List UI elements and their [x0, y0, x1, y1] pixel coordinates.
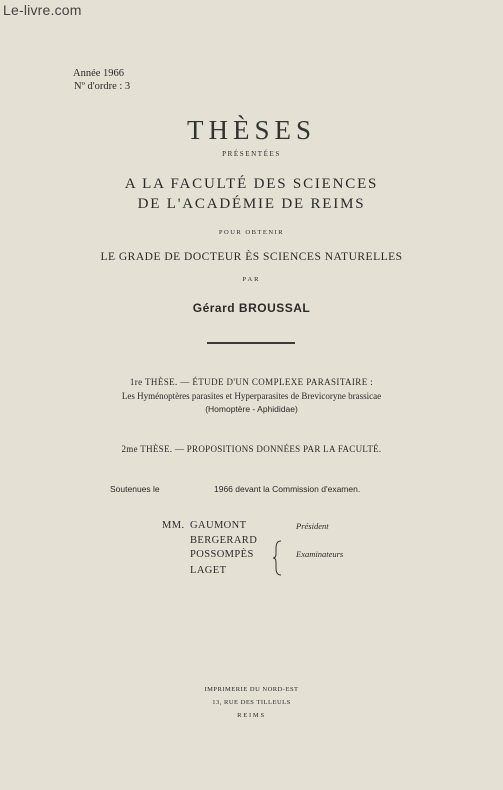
- divider: [207, 342, 295, 344]
- order-number: Nº d'ordre : 3: [74, 81, 131, 92]
- jury-member: POSSOMPÈS: [190, 549, 254, 560]
- printer-name: IMPRIMERIE DU NORD-EST: [204, 686, 299, 693]
- second-thesis-title: 2me THÈSE. — PROPOSITIONS DONNÉES PAR LA FACULTÉ.: [121, 444, 382, 454]
- jury-member: GAUMONT: [190, 520, 247, 531]
- jury-member: LAGET: [190, 565, 227, 576]
- degree-line: LE GRADE DE DOCTEUR ÈS SCIENCES NATURELLES: [100, 251, 403, 263]
- by-label: PAR: [242, 276, 261, 283]
- jury-member: BERGERARD: [190, 535, 258, 546]
- faculty-line: A LA FACULTÉ DES SCIENCES: [124, 176, 379, 192]
- document-title: THÈSES: [186, 115, 316, 145]
- first-thesis-subtitle: Les Hyménoptères parasites et Hyperparasites de Brevicoryne brassicae: [121, 391, 382, 401]
- brace-icon: [272, 540, 284, 576]
- first-thesis-title: 1re THÈSE. — ÉTUDE D'UN COMPLEXE PARASITAIRE :: [129, 377, 374, 387]
- watermark-logo: Le-livre.com: [3, 2, 82, 18]
- examiners-role: Examinateurs: [296, 549, 344, 559]
- year-label: Année 1966: [73, 68, 125, 79]
- academy-line: DE L'ACADÉMIE DE REIMS: [137, 196, 366, 212]
- printer-city: REIMS: [237, 712, 266, 719]
- printer-address: 13, RUE DES TILLEULS: [212, 699, 291, 706]
- defense-date-label: Soutenues le: [110, 484, 160, 494]
- jury-prefix: MM.: [162, 520, 185, 531]
- presented-label: PRÉSENTÉES: [222, 150, 281, 158]
- author-name: Gérard BROUSSAL: [192, 301, 311, 315]
- to-obtain-label: POUR OBTENIR: [218, 229, 285, 236]
- defense-commission-text: 1966 devant la Commission d'examen.: [214, 484, 361, 494]
- president-role: Président: [296, 521, 329, 531]
- first-thesis-classification: (Homoptère - Aphididae): [205, 404, 298, 414]
